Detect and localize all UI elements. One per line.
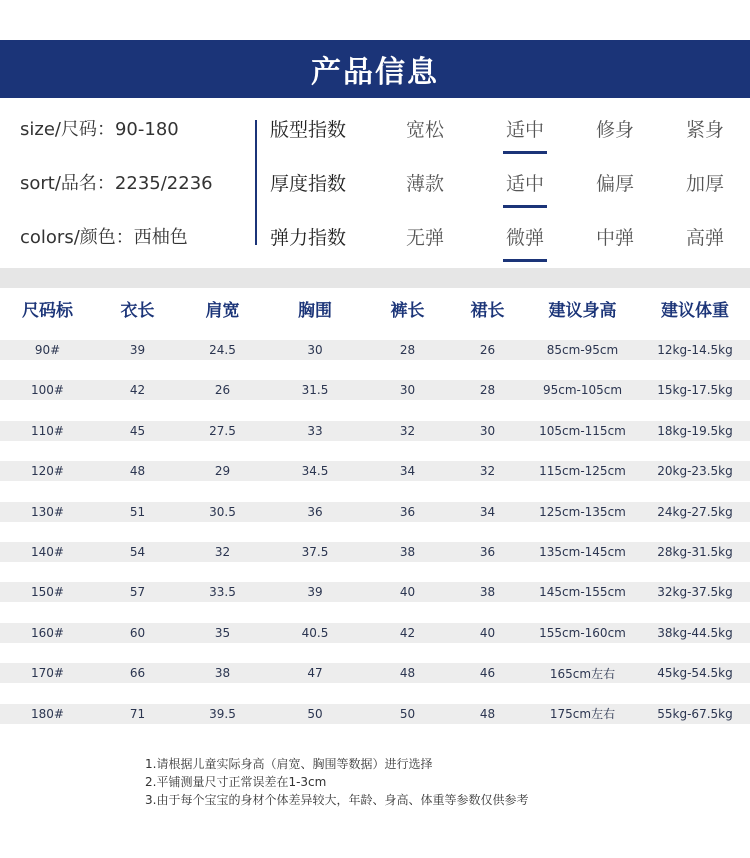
cell-height: 165cm左右 [549, 666, 616, 681]
cell-pants-length: 30 [399, 383, 416, 398]
header-size-label: 尺码标 [22, 300, 73, 321]
cell-length: 54 [129, 545, 146, 559]
cell-skirt-length: 34 [479, 504, 496, 519]
cell-size: 130# [31, 504, 64, 519]
cell-pants-length: 40 [399, 585, 416, 600]
elasticity-index-label: 弹力指数 [270, 227, 347, 249]
product-attributes [0, 110, 750, 260]
note-1: 1.请根据儿童实际身高（肩宽、胸围等数据）进行选择 [145, 757, 433, 771]
cell-length: 66 [129, 666, 146, 681]
cell-height: 175cm左右 [549, 707, 616, 722]
thickness-index-row [270, 164, 740, 204]
table-row [0, 340, 750, 360]
table-row [0, 582, 750, 602]
table-row [0, 663, 750, 683]
fit-option-2: 适中 [495, 110, 555, 150]
thickness-option-3: 偏厚 [595, 173, 634, 195]
note-2: 2.平铺测量尺寸正常误差在1-3cm [145, 775, 327, 789]
cell-skirt-length: 48 [479, 706, 496, 721]
cell-weight: 32kg-37.5kg [657, 585, 733, 600]
cell-shoulder: 32 [214, 545, 231, 559]
cell-size: 180# [31, 706, 64, 721]
cell-size: 100# [31, 383, 64, 398]
cell-length: 51 [129, 504, 146, 519]
cell-chest: 47 [307, 666, 323, 681]
header-length: 衣长 [120, 300, 155, 321]
color-info: colors/颜色：西柚色 [20, 227, 188, 248]
table-row [0, 421, 750, 441]
header-pants-length: 裤长 [390, 300, 425, 321]
cell-height: 145cm-155cm [539, 585, 626, 600]
cell-size: 170# [31, 666, 64, 681]
cell-height: 155cm-160cm [539, 625, 626, 640]
cell-shoulder: 24.5 [209, 343, 236, 357]
cell-shoulder: 26 [214, 383, 231, 398]
header-skirt-length: 裙长 [470, 300, 505, 321]
cell-skirt-length: 40 [479, 625, 496, 640]
elasticity-option-1: 无弹 [405, 227, 444, 249]
elasticity-index-row [270, 218, 740, 258]
cell-chest: 31.5 [301, 383, 329, 398]
cell-weight: 38kg-44.5kg [657, 625, 733, 640]
cell-size: 90# [34, 343, 61, 357]
product-info-banner [0, 40, 750, 98]
cell-shoulder: 39.5 [209, 706, 236, 721]
table-row [0, 623, 750, 643]
banner-title: 产品信息 [311, 55, 439, 90]
cell-chest: 36 [307, 504, 323, 519]
cell-length: 45 [129, 423, 146, 438]
fit-option-1: 宽松 [405, 119, 444, 141]
cell-length: 60 [129, 625, 146, 640]
cell-size: 160# [31, 625, 64, 640]
cell-shoulder: 30.5 [209, 504, 236, 519]
cell-height: 135cm-145cm [539, 545, 626, 559]
fit-index-row [270, 110, 740, 150]
cell-height: 125cm-135cm [539, 504, 626, 519]
cell-chest: 34.5 [301, 464, 329, 479]
table-row [0, 502, 750, 522]
cell-shoulder: 38 [214, 666, 231, 681]
cell-size: 110# [31, 423, 64, 438]
header-shoulder: 肩宽 [205, 300, 240, 321]
header-suggested-weight: 建议体重 [661, 300, 729, 321]
cell-skirt-length: 26 [479, 343, 496, 357]
cell-skirt-length: 28 [479, 383, 496, 398]
table-row [0, 542, 750, 562]
cell-height: 85cm-95cm [546, 343, 619, 357]
sort-info: sort/品名：2235/2236 [20, 173, 213, 194]
cell-weight: 28kg-31.5kg [657, 545, 733, 559]
cell-length: 71 [129, 706, 146, 721]
elasticity-option-2: 微弹 [495, 218, 555, 258]
fit-index-label: 版型指数 [270, 119, 347, 141]
elasticity-option-3: 中弹 [595, 227, 634, 249]
cell-pants-length: 38 [399, 545, 416, 559]
table-row [0, 704, 750, 724]
cell-weight: 45kg-54.5kg [657, 666, 733, 681]
cell-pants-length: 50 [399, 706, 416, 721]
cell-shoulder: 29 [214, 464, 231, 479]
cell-size: 120# [31, 464, 64, 479]
cell-length: 42 [129, 383, 146, 398]
header-chest: 胸围 [298, 300, 332, 321]
fit-option-3: 修身 [595, 119, 634, 141]
cell-weight: 24kg-27.5kg [657, 504, 733, 519]
cell-weight: 12kg-14.5kg [657, 343, 733, 357]
cell-weight: 20kg-23.5kg [657, 464, 733, 479]
table-row [0, 461, 750, 481]
cell-height: 105cm-115cm [539, 423, 626, 438]
note-3: 3.由于每个宝宝的身材个体差异较大，年龄、身高、体重等参数仅供参考 [145, 793, 529, 807]
fit-option-4: 紧身 [685, 119, 724, 141]
cell-pants-length: 28 [399, 343, 416, 357]
cell-height: 95cm-105cm [542, 383, 623, 398]
cell-size: 140# [31, 545, 64, 559]
cell-size: 150# [31, 585, 64, 600]
cell-weight: 55kg-67.5kg [657, 706, 733, 721]
cell-pants-length: 36 [399, 504, 416, 519]
cell-pants-length: 48 [399, 666, 416, 681]
thickness-index-label: 厚度指数 [270, 173, 347, 195]
cell-pants-length: 34 [399, 464, 416, 479]
cell-length: 57 [129, 585, 146, 600]
size-info: size/尺码：90-180 [20, 119, 179, 140]
cell-shoulder: 33.5 [209, 585, 236, 600]
thickness-option-4: 加厚 [685, 173, 724, 195]
cell-shoulder: 27.5 [209, 423, 236, 438]
cell-height: 115cm-125cm [539, 464, 626, 479]
cell-pants-length: 42 [399, 625, 416, 640]
cell-chest: 40.5 [301, 625, 329, 640]
vertical-divider [255, 120, 257, 245]
cell-weight: 15kg-17.5kg [657, 383, 733, 398]
cell-chest: 50 [307, 706, 323, 721]
header-suggested-height: 建议身高 [548, 300, 617, 321]
thickness-option-2: 适中 [495, 164, 555, 204]
table-row [0, 380, 750, 400]
cell-chest: 39 [307, 585, 323, 600]
basic-info [20, 110, 250, 272]
cell-skirt-length: 38 [479, 585, 496, 600]
cell-skirt-length: 32 [479, 464, 496, 479]
cell-chest: 37.5 [301, 545, 329, 559]
cell-shoulder: 35 [214, 625, 231, 640]
cell-length: 39 [129, 343, 146, 357]
elasticity-option-4: 高弹 [685, 227, 724, 249]
cell-skirt-length: 36 [479, 545, 496, 559]
cell-pants-length: 32 [399, 423, 416, 438]
cell-chest: 30 [307, 343, 323, 357]
thickness-option-1: 薄款 [405, 173, 444, 195]
size-table-header [0, 292, 750, 324]
cell-length: 48 [129, 464, 146, 479]
section-separator [0, 268, 750, 288]
notes [145, 755, 705, 809]
cell-skirt-length: 30 [479, 423, 496, 438]
cell-weight: 18kg-19.5kg [657, 423, 733, 438]
cell-chest: 33 [307, 423, 323, 438]
cell-skirt-length: 46 [479, 666, 496, 681]
